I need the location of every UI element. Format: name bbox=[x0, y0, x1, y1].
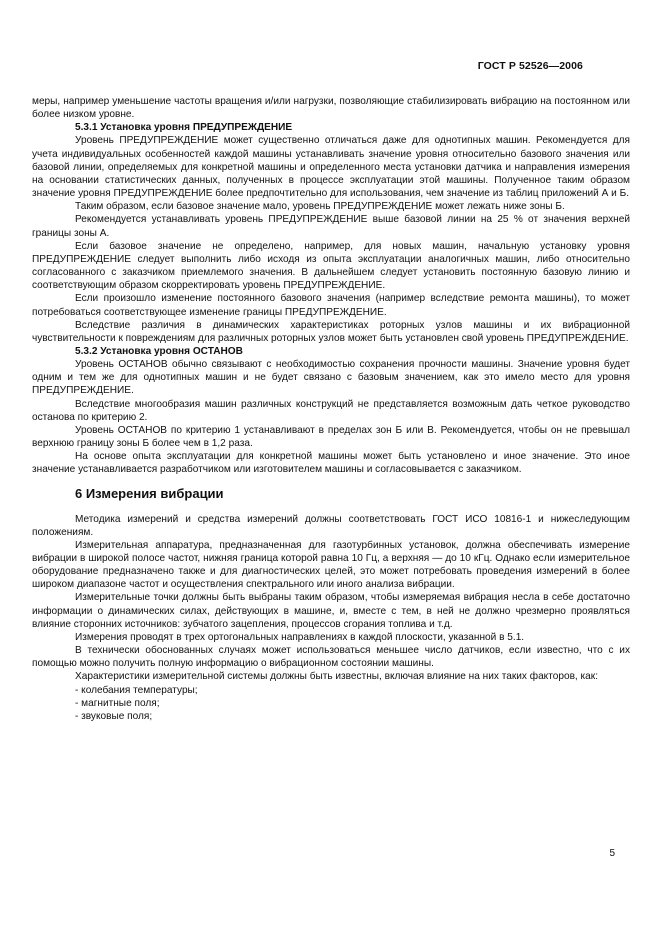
document-header: ГОСТ Р 52526—2006 bbox=[477, 60, 583, 72]
section-title-6: 6 Измерения вибрации bbox=[75, 485, 224, 501]
paragraph: Характеристики измерительной системы должны быть известны, включая влияние на них таких факторов, как: bbox=[75, 671, 599, 683]
paragraph: Уровень ПРЕДУПРЕЖДЕНИЕ может существенно отличаться даже для однотипных машин. Рекомендуется для учета индивидуальных особенностей каждой машины устанавливать значение уровня относительно базового значения или базовой линии, определяемых для конкретной машины и определенного места установки датчика и направления измерения на основании статистических данных, полученных в процессе эксплуатации этой машины. Полученное таким образом значение уровня ПРЕДУПРЕЖДЕНИЕ более предпочтительно для использования, чем значение из таблиц приложений А и Б. bbox=[32, 135, 630, 200]
paragraph: Рекомендуется устанавливать уровень ПРЕДУПРЕЖДЕНИЕ выше базовой линии на 25 % от значения верхней границы зоны А. bbox=[32, 214, 630, 239]
list-item: - колебания температуры; bbox=[75, 684, 198, 696]
list-item: - магнитные поля; bbox=[75, 697, 160, 709]
paragraph: На основе опыта эксплуатации для конкретной машины может быть установлено и иное значение. Это иное значение устанавливается разработчиком или изготовителем машины и согласовывается с заказчиком. bbox=[32, 451, 630, 476]
paragraph: Измерения проводят в трех ортогональных направлениях в каждой плоскости, указанной в 5.1. bbox=[75, 631, 525, 643]
paragraph-continuation: меры, например уменьшение частоты вращения и/или нагрузки, позволяющие стабилизировать вибрацию на постоянном или более низком уровне. bbox=[32, 96, 630, 121]
paragraph: Вследствие многообразия машин различных конструкций не представляется возможным дать четкое руководство останова по критерию 2. bbox=[32, 398, 630, 423]
paragraph: Методика измерений и средства измерений должны соответствовать ГОСТ ИСО 10816-1 и нижеследующим положениям. bbox=[32, 513, 630, 538]
paragraph: Если базовое значение не определено, например, для новых машин, начальную установку уровня ПРЕДУПРЕЖДЕНИЕ следует выполнить либо исходя из опыта эксплуатации аналогичных машин, либо относительно согласованного с заказчиком приемлемого значения. В дальнейшем следует установить постоянную базовую линию и соответствующим образом скорректировать уровень ПРЕДУПРЕЖДЕНИЕ. bbox=[32, 240, 630, 292]
subsection-title-5-3-2: 5.3.2 Установка уровня ОСТАНОВ bbox=[75, 345, 243, 357]
paragraph: Уровень ОСТАНОВ по критерию 1 устанавливают в пределах зон Б или В. Рекомендуется, чтобы он не превышал верхнюю границу зоны Б более чем в 1,2 раза. bbox=[32, 424, 630, 450]
paragraph: Уровень ОСТАНОВ обычно связывают с необходимостью сохранения прочности машины. Значение уровня будет одним и тем же для однотипных машин и не будет связано с базовым значением, как это имело место для уровня ПРЕДУПРЕЖДЕНИЕ. bbox=[32, 359, 630, 397]
paragraph: Таким образом, если базовое значение мало, уровень ПРЕДУПРЕЖДЕНИЕ может лежать ниже зоны Б. bbox=[75, 201, 565, 213]
list-item: - звуковые поля; bbox=[75, 710, 153, 722]
page-number: 5 bbox=[609, 848, 615, 859]
paragraph: Если произошло изменение постоянного базового значения (например вследствие ремонта машины), то может потребоваться соответствующее изменение границы ПРЕДУПРЕЖДЕНИЕ. bbox=[32, 293, 630, 318]
page-body bbox=[32, 95, 630, 723]
paragraph: В технически обоснованных случаях может использоваться меньшее число датчиков, если известно, что с их помощью можно получить полную информацию о вибрационном состоянии машины. bbox=[32, 645, 630, 670]
paragraph: Измерительные точки должны быть выбраны таким образом, чтобы измеряемая вибрация несла в себе достаточно информации о динамических силах, действующих в машине, и, вместе с тем, в ней не должно чрезмерно проявляться влияние сторонних источников: зубчатого зацепления, процессов сгорания топлива и т.д. bbox=[32, 592, 630, 630]
subsection-title-5-3-1: 5.3.1 Установка уровня ПРЕДУПРЕЖДЕНИЕ bbox=[75, 122, 293, 134]
paragraph: Измерительная аппаратура, предназначенная для газотурбинных установок, должна обеспечивать измерение вибрации в широкой полосе частот, нижняя граница которой равна 10 Гц, а верхняя — до 10 кГц. Однако если измерительное оборудование предназначено также и для диагностических целей, это может потребовать проведения измерений в более широком диапазоне частот и осуществления спектрального или иного анализа вибрации. bbox=[32, 539, 630, 591]
factor-list bbox=[32, 684, 630, 723]
paragraph: Вследствие различия в динамических характеристиках роторных узлов машины и их вибрационной чувствительности к повреждениям для различных роторных узлов может быть установлен свой уровень ПРЕДУПРЕЖДЕНИЕ. bbox=[32, 319, 630, 344]
